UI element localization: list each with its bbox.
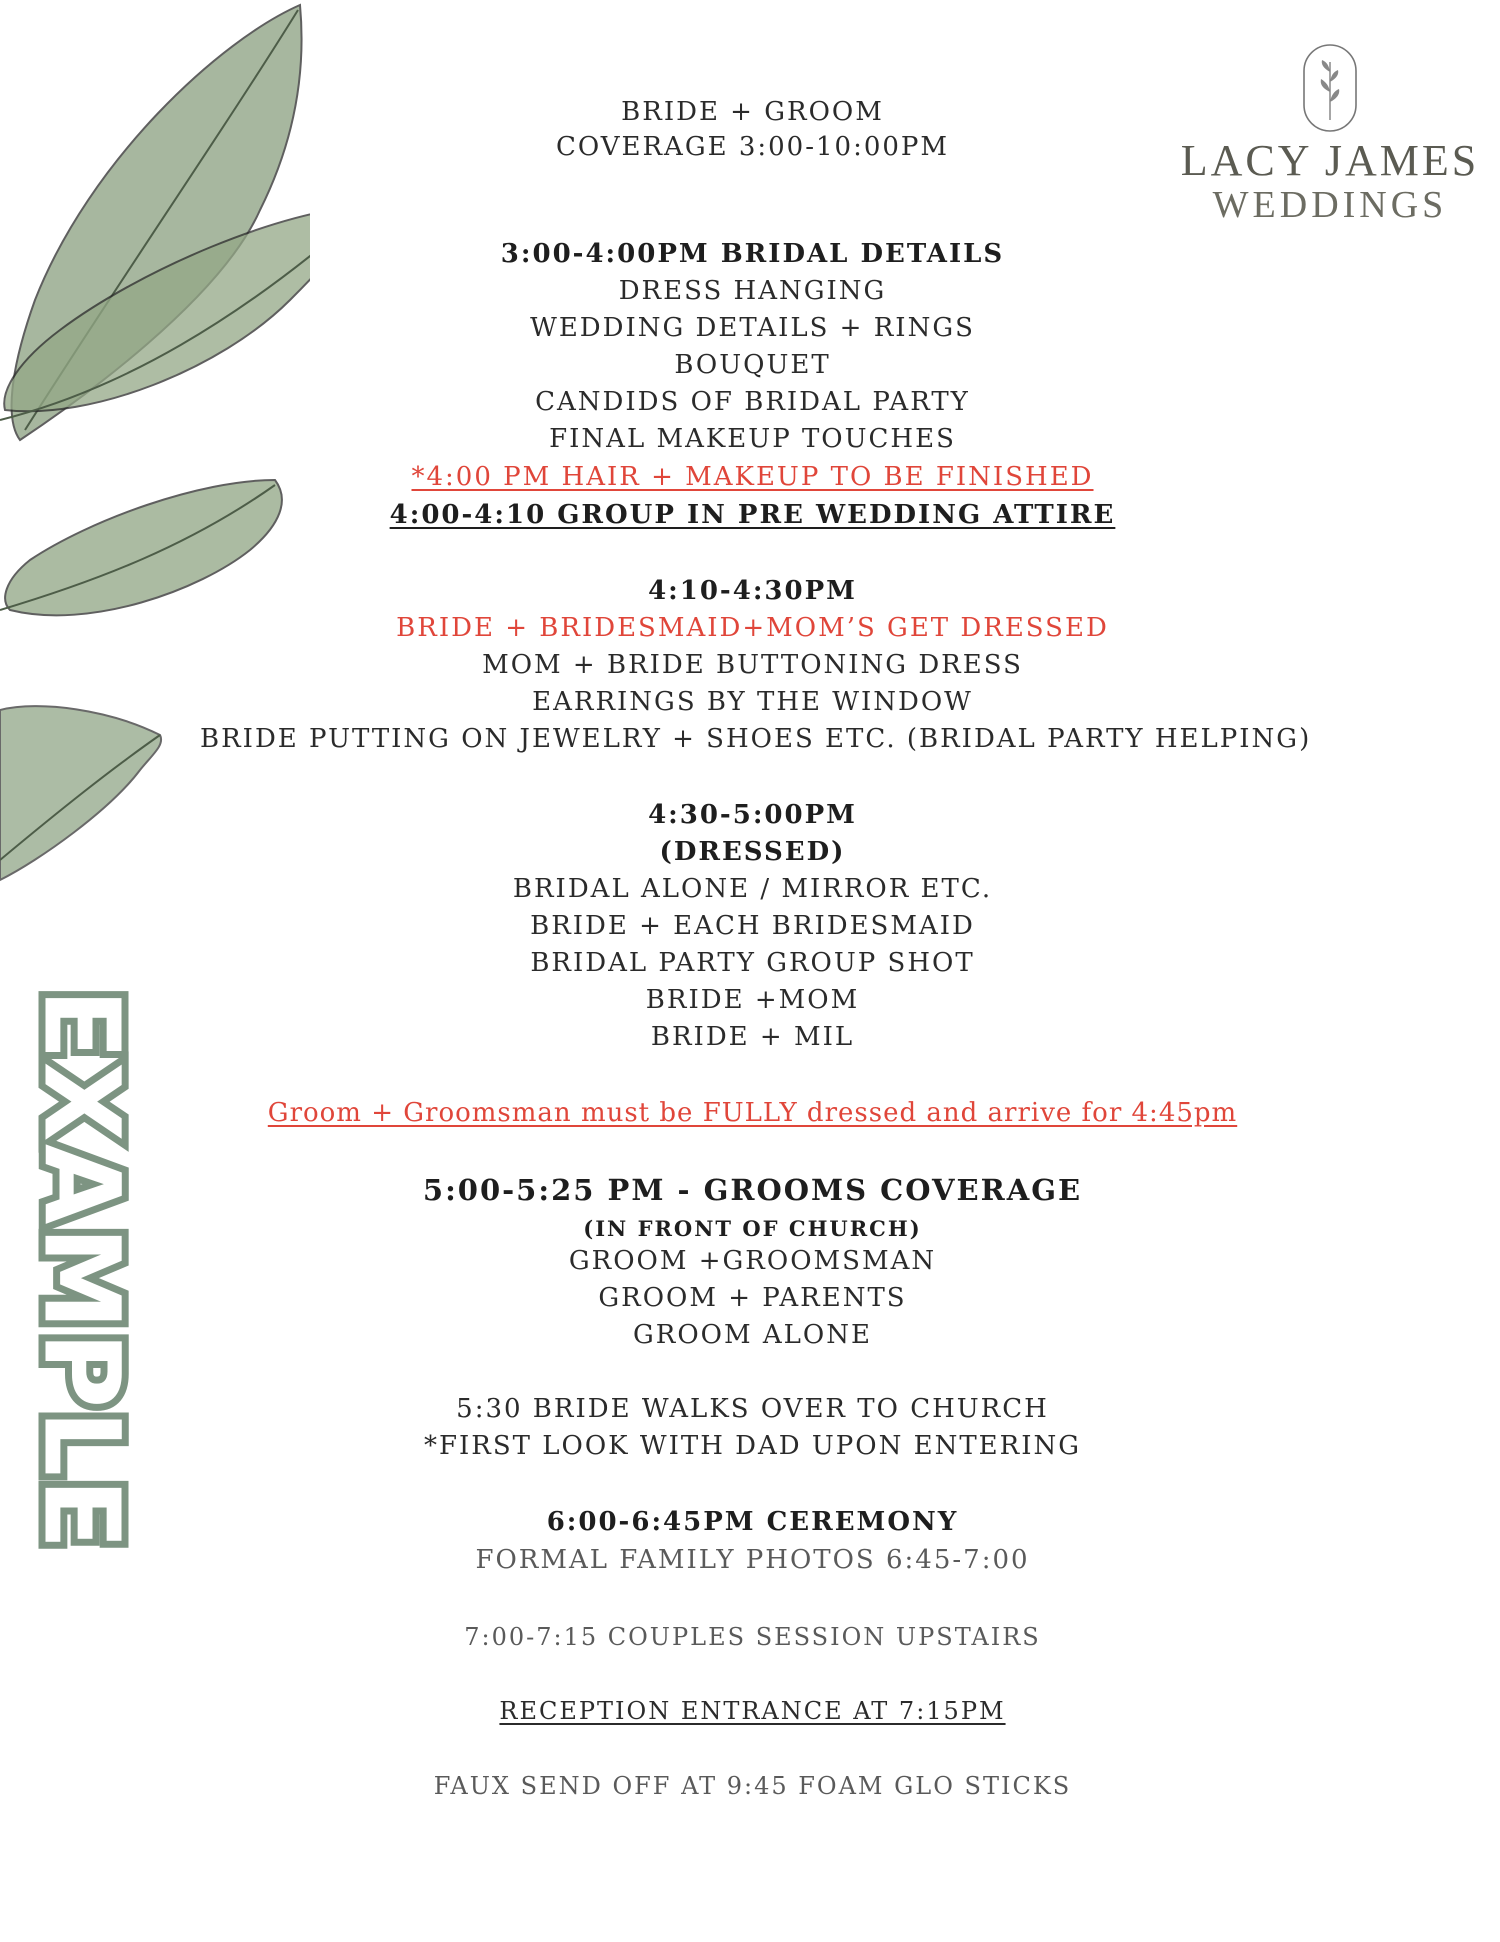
- list-item: FINAL MAKEUP TOUCHES: [549, 424, 956, 454]
- bride-walk-line: 5:30 BRIDE WALKS OVER TO CHURCH: [456, 1394, 1049, 1424]
- getting-dressed-highlight: BRIDE + BRIDESMAID+MOM’S GET DRESSED: [396, 613, 1109, 643]
- list-item: BRIDE PUTTING ON JEWELRY + SHOES ETC. (BRIDAL PARTY HELPING): [200, 724, 1312, 754]
- section-heading-getting-dressed: 4:10-4:30PM: [648, 576, 857, 606]
- section-subheading-dressed: (DRESSED): [659, 837, 846, 867]
- group-attire-line: 4:00-4:10 GROUP IN PRE WEDDING ATTIRE: [389, 500, 1116, 530]
- list-item: BRIDE +MOM: [645, 985, 860, 1015]
- list-item: GROOM + PARENTS: [598, 1283, 907, 1313]
- leaf-sprig-icon: [1301, 42, 1359, 134]
- list-item: BRIDAL ALONE / MIRROR ETC.: [512, 874, 993, 904]
- list-item: GROOM ALONE: [633, 1320, 872, 1350]
- list-item: BOUQUET: [674, 350, 831, 380]
- send-off-line: FAUX SEND OFF AT 9:45 FOAM GLO STICKS: [433, 1772, 1072, 1800]
- hair-makeup-note: *4:00 PM HAIR + MAKEUP TO BE FINISHED: [411, 462, 1094, 492]
- brand-subtitle: WEDDINGS: [1212, 184, 1448, 226]
- header-line-1: BRIDE + GROOM: [621, 97, 884, 127]
- list-item: BRIDAL PARTY GROUP SHOT: [530, 948, 975, 978]
- section-heading-groom-coverage: 5:00-5:25 PM - GROOMS COVERAGE: [422, 1173, 1083, 1207]
- first-look-line: *FIRST LOOK WITH DAD UPON ENTERING: [423, 1431, 1082, 1461]
- example-watermark: [20, 988, 142, 1552]
- section-heading-dressed: 4:30-5:00PM: [648, 800, 857, 830]
- list-item: BRIDE + MIL: [650, 1022, 855, 1052]
- list-item: EARRINGS BY THE WINDOW: [532, 687, 973, 717]
- header-line-2: COVERAGE 3:00-10:00PM: [555, 132, 950, 162]
- couples-session-line: 7:00-7:15 COUPLES SESSION UPSTAIRS: [464, 1623, 1041, 1651]
- list-item: CANDIDS OF BRIDAL PARTY: [535, 387, 970, 417]
- list-item: WEDDING DETAILS + RINGS: [530, 313, 975, 343]
- list-item: MOM + BRIDE BUTTONING DRESS: [482, 650, 1023, 680]
- watermark-text: EXAMPLE: [20, 988, 142, 1552]
- section-heading-bridal-details: 3:00-4:00PM BRIDAL DETAILS: [500, 239, 1005, 269]
- groom-arrival-notice: Groom + Groomsman must be FULLY dressed and arrive for 4:45pm: [267, 1098, 1238, 1128]
- family-photos-line: FORMAL FAMILY PHOTOS 6:45-7:00: [475, 1545, 1030, 1575]
- section-subheading-groom-coverage: (IN FRONT OF CHURCH): [583, 1216, 922, 1241]
- brand-name: LACY JAMES: [1180, 136, 1480, 185]
- section-heading-ceremony: 6:00-6:45PM CEREMONY: [546, 1507, 959, 1537]
- list-item: DRESS HANGING: [618, 276, 887, 306]
- reception-entrance-line: RECEPTION ENTRANCE AT 7:15PM: [499, 1697, 1006, 1725]
- list-item: BRIDE + EACH BRIDESMAID: [530, 911, 975, 941]
- list-item: GROOM +GROOMSMAN: [568, 1246, 937, 1276]
